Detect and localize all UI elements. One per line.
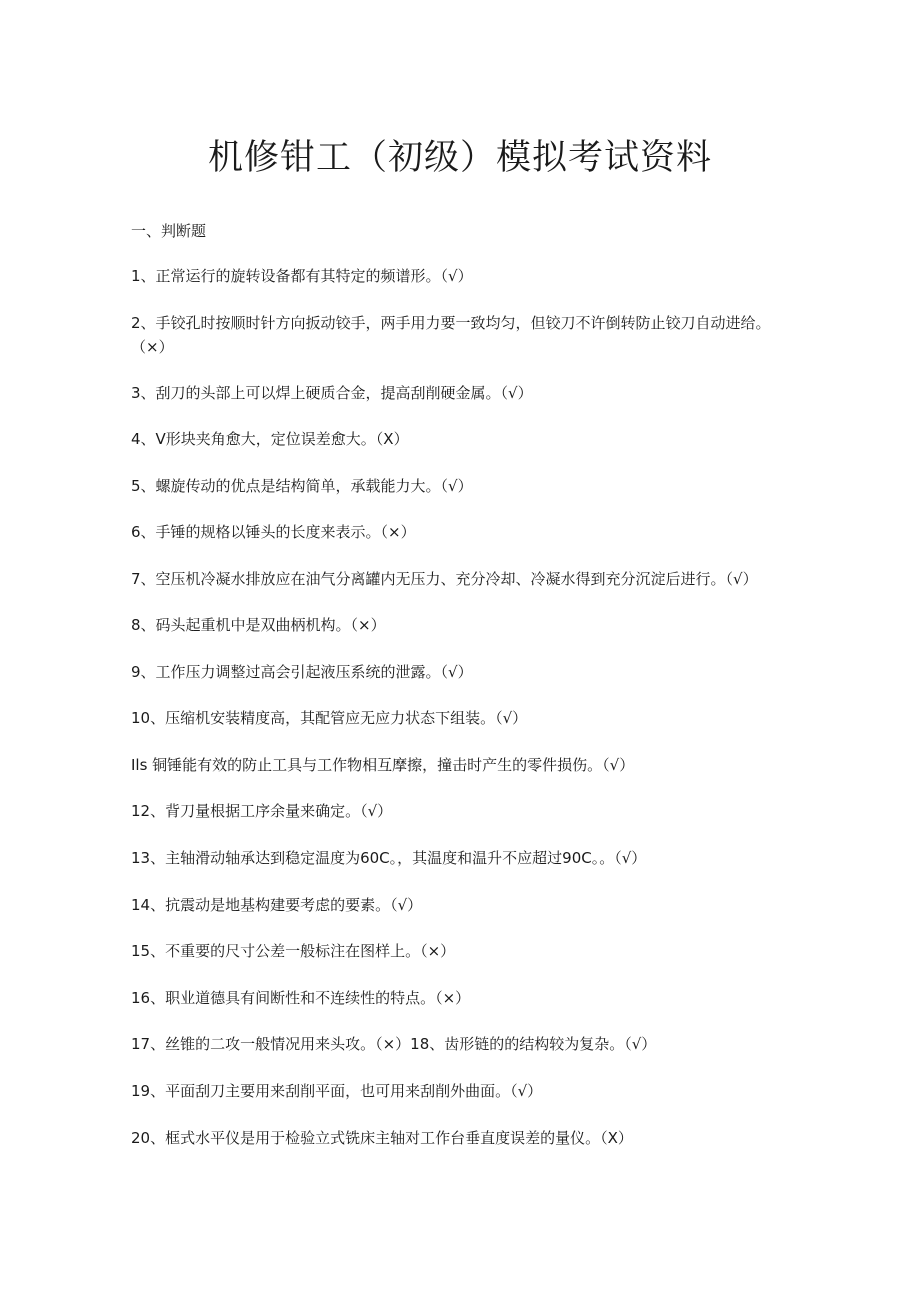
- document-title: 机修钳工（初级）模拟考试资料: [207, 138, 712, 178]
- question-item: 15、不重要的尺寸公差一般标注在图样上。（×）: [131, 942, 456, 961]
- question-item: 20、框式水平仪是用于检验立式铣床主轴对工作台垂直度误差的量仪。（X）: [131, 1128, 633, 1147]
- question-item: 9、工作压力调整过高会引起液压系统的泄露。（√）: [131, 662, 473, 681]
- question-item: Ils 铜锤能有效的防止工具与工作物相互摩擦，撞击时产生的零件损伤。（√）: [131, 755, 635, 774]
- question-item: 4、V形块夹角愈大，定位误差愈大。（X）: [131, 430, 409, 449]
- question-item: 16、职业道德具有间断性和不连续性的特点。（×）: [131, 988, 471, 1007]
- question-item: 12、背刀量根据工序余量来确定。（√）: [131, 802, 393, 821]
- question-item: 19、平面刮刀主要用来刮削平面，也可用来刮削外曲面。（√）: [131, 1081, 543, 1100]
- question-item: 17、丝锥的二攻一般情况用来头攻。（×）18、齿形链的的结构较为复杂。（√）: [131, 1035, 657, 1054]
- question-item: 14、抗震动是地基构建要考虑的要素。（√）: [131, 895, 423, 914]
- section-heading: 一、判断题: [131, 222, 207, 240]
- question-item: 10、压缩机安装精度高，其配管应无应力状态下组装。（√）: [131, 709, 528, 728]
- question-item: 13、主轴滑动轴承达到稳定温度为60C。，其温度和温升不应超过90C。。（√）: [131, 848, 647, 867]
- question-item: 7、空压机冷凝水排放应在油气分离罐内无压力、充分冷却、冷凝水得到充分沉淀后进行。（√）: [131, 569, 758, 588]
- question-list: [131, 264, 771, 1172]
- question-item: 2、手铰孔时按顺时针方向扳动铰手，两手用力要一致均匀，但铰刀不许倒转防止铰刀自动进给。（×）: [131, 313, 771, 356]
- question-item: 6、手锤的规格以锤头的长度来表示。（×）: [131, 523, 416, 542]
- question-item: 1、正常运行的旋转设备都有其特定的频谱形。（√）: [131, 267, 473, 285]
- question-item: 8、码头起重机中是双曲柄机构。（×）: [131, 615, 386, 634]
- question-item: 5、螺旋传动的优点是结构简单，承载能力大。（√）: [131, 476, 473, 495]
- question-item: 3、刮刀的头部上可以焊上硬质合金，提高刮削硬金属。（√）: [131, 383, 533, 402]
